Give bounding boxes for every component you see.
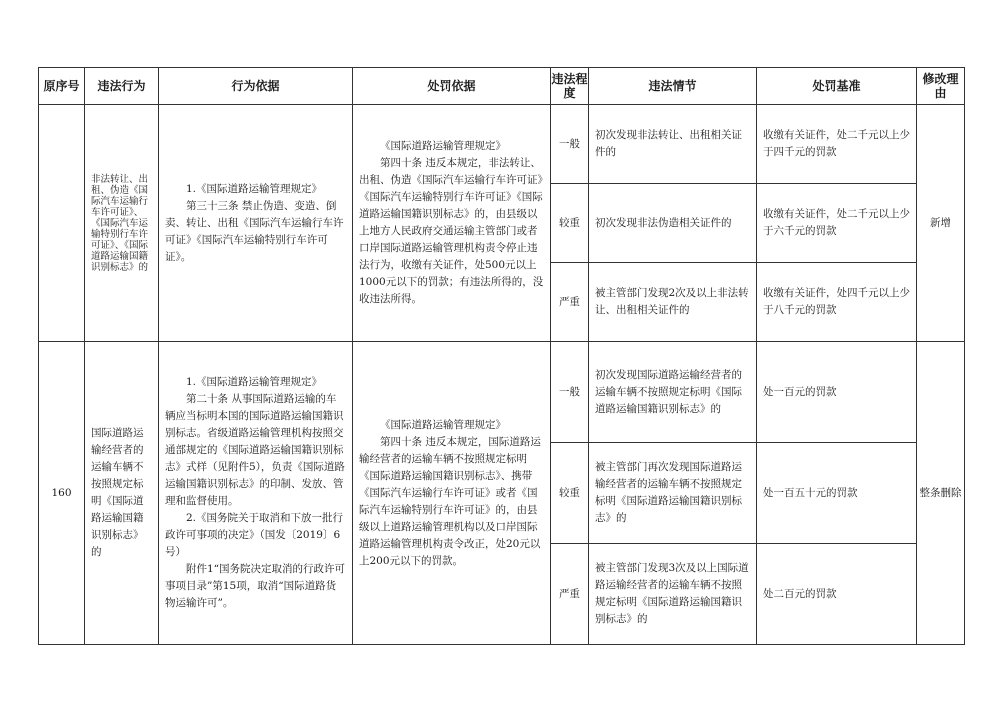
degree-cell: 一般 [551, 342, 589, 443]
penalty-basis-paragraph: 《国际道路运输管理规定》 [380, 418, 506, 431]
header-reason: 修改理由 [917, 68, 965, 105]
plot-cell: 初次发现国际道路运输经营者的运输车辆不按照规定标明《国际道路运输国籍识别标志》的 [589, 342, 757, 443]
header-degree: 违法程度 [551, 68, 589, 105]
plot-cell: 初次发现非法转让、出租相关证件的 [589, 105, 757, 184]
basis-cell [159, 105, 353, 342]
header-penalty-basis: 处罚依据 [353, 68, 551, 105]
behavior-text: 非法转让、出租、伪造《国际汽车运输行车许可证》、《国际汽车运输特别行车许可证》、《国际道路运输国籍识别标志》的 [91, 173, 149, 273]
behavior-cell [85, 105, 159, 342]
basis-paragraph: 2.《国务院关于取消和下放一批行政许可事项的决定》（国发〔2019〕6号） [165, 512, 344, 558]
reason-cell: 整条删除 [917, 342, 965, 645]
penalty-basis-paragraph: 第四十条 违反本规定，非法转让、出租、伪造《国际汽车运输行车许可证》《国际汽车运输特别行车许可证》《国际道路运输国籍识别标志》的，由县级以上地方人民政府交通运输主管部门或者口岸国际道路运输管理机构责令停止违法行为，收缴有关证件，处500元以上1000元以下的罚款；有违法所得的，没收违法所得。 [359, 157, 544, 305]
basis-paragraph: 第二十条 从事国际道路运输的车辆应当标明本国的国际道路运输国籍识别标志。省级道路运输管理机构按照交通部规定的《国际道路运输国籍识别标志》式样（见附件5），负责《国际道路运输国籍识别标志》的印制、发放、管理和监督使用。 [165, 393, 345, 507]
header-standard: 处罚基准 [757, 68, 917, 105]
degree-cell: 严重 [551, 263, 589, 342]
degree-cell: 较重 [551, 184, 589, 263]
plot-cell: 初次发现非法伪造相关证件的 [589, 184, 757, 263]
standard-cell: 收缴有关证件，处二千元以上少于六千元的罚款 [757, 184, 917, 263]
basis-cell [159, 342, 353, 645]
penalty-basis-cell [353, 105, 551, 342]
standard-cell: 处二百元的罚款 [757, 544, 917, 645]
plot-cell: 被主管部门发现2次及以上非法转让、出租相关证件的 [589, 263, 757, 342]
behavior-cell: 国际道路运输经营者的运输车辆不按照规定标明《国际道路运输国籍识别标志》的 [85, 342, 159, 645]
header-row [39, 68, 965, 105]
penalty-table [38, 67, 965, 645]
seq-cell: 160 [39, 342, 85, 645]
table-row [39, 105, 965, 184]
basis-paragraph: 第三十三条 禁止伪造、变造、倒卖、转让、出租《国际汽车运输行车许可证》《国际汽车运输特别行车许可证》。 [165, 199, 344, 263]
penalty-basis-paragraph: 《国际道路运输管理规定》 [380, 140, 506, 152]
basis-paragraph: 1.《国际道路运输管理规定》 [186, 182, 323, 195]
plot-cell: 被主管部门再次发现国际道路运输经营者的运输车辆不按照规定标明《国际道路运输国籍识别标志》的 [589, 443, 757, 544]
header-seq: 原序号 [39, 68, 85, 105]
basis-paragraph: 1.《国际道路运输管理规定》 [186, 376, 323, 388]
table-row [39, 342, 965, 443]
plot-cell: 被主管部门发现3次及以上国际道路运输经营者的运输车辆不按照规定标明《国际道路运输国籍识别标志》的 [589, 544, 757, 645]
degree-cell: 严重 [551, 544, 589, 645]
degree-cell: 较重 [551, 443, 589, 544]
standard-cell: 收缴有关证件，处二千元以上少于四千元的罚款 [757, 105, 917, 184]
header-plot: 违法情节 [589, 68, 757, 105]
penalty-basis-cell [353, 342, 551, 645]
degree-cell: 一般 [551, 105, 589, 184]
standard-cell: 收缴有关证件，处四千元以上少于八千元的罚款 [757, 263, 917, 342]
basis-paragraph: 附件1“国务院决定取消的行政许可事项目录”第15项，取消“国际道路货物运输许可”。 [165, 563, 346, 609]
reason-cell: 新增 [917, 105, 965, 342]
seq-cell [39, 105, 85, 342]
header-basis: 行为依据 [159, 68, 353, 105]
header-behavior: 违法行为 [85, 68, 159, 105]
penalty-basis-paragraph: 第四十条 违反本规定，国际道路运输经营者的运输车辆不按照规定标明《国际道路运输国籍识别标志》、携带《国际汽车运输行车许可证》或者《国际汽车运输特别行车许可证》的，由县级以上道路运输管理机构以及口岸国际道路运输管理机构责令改正，处20元以上200元以下的罚款。 [359, 435, 541, 567]
standard-cell: 处一百五十元的罚款 [757, 443, 917, 544]
standard-cell: 处一百元的罚款 [757, 342, 917, 443]
